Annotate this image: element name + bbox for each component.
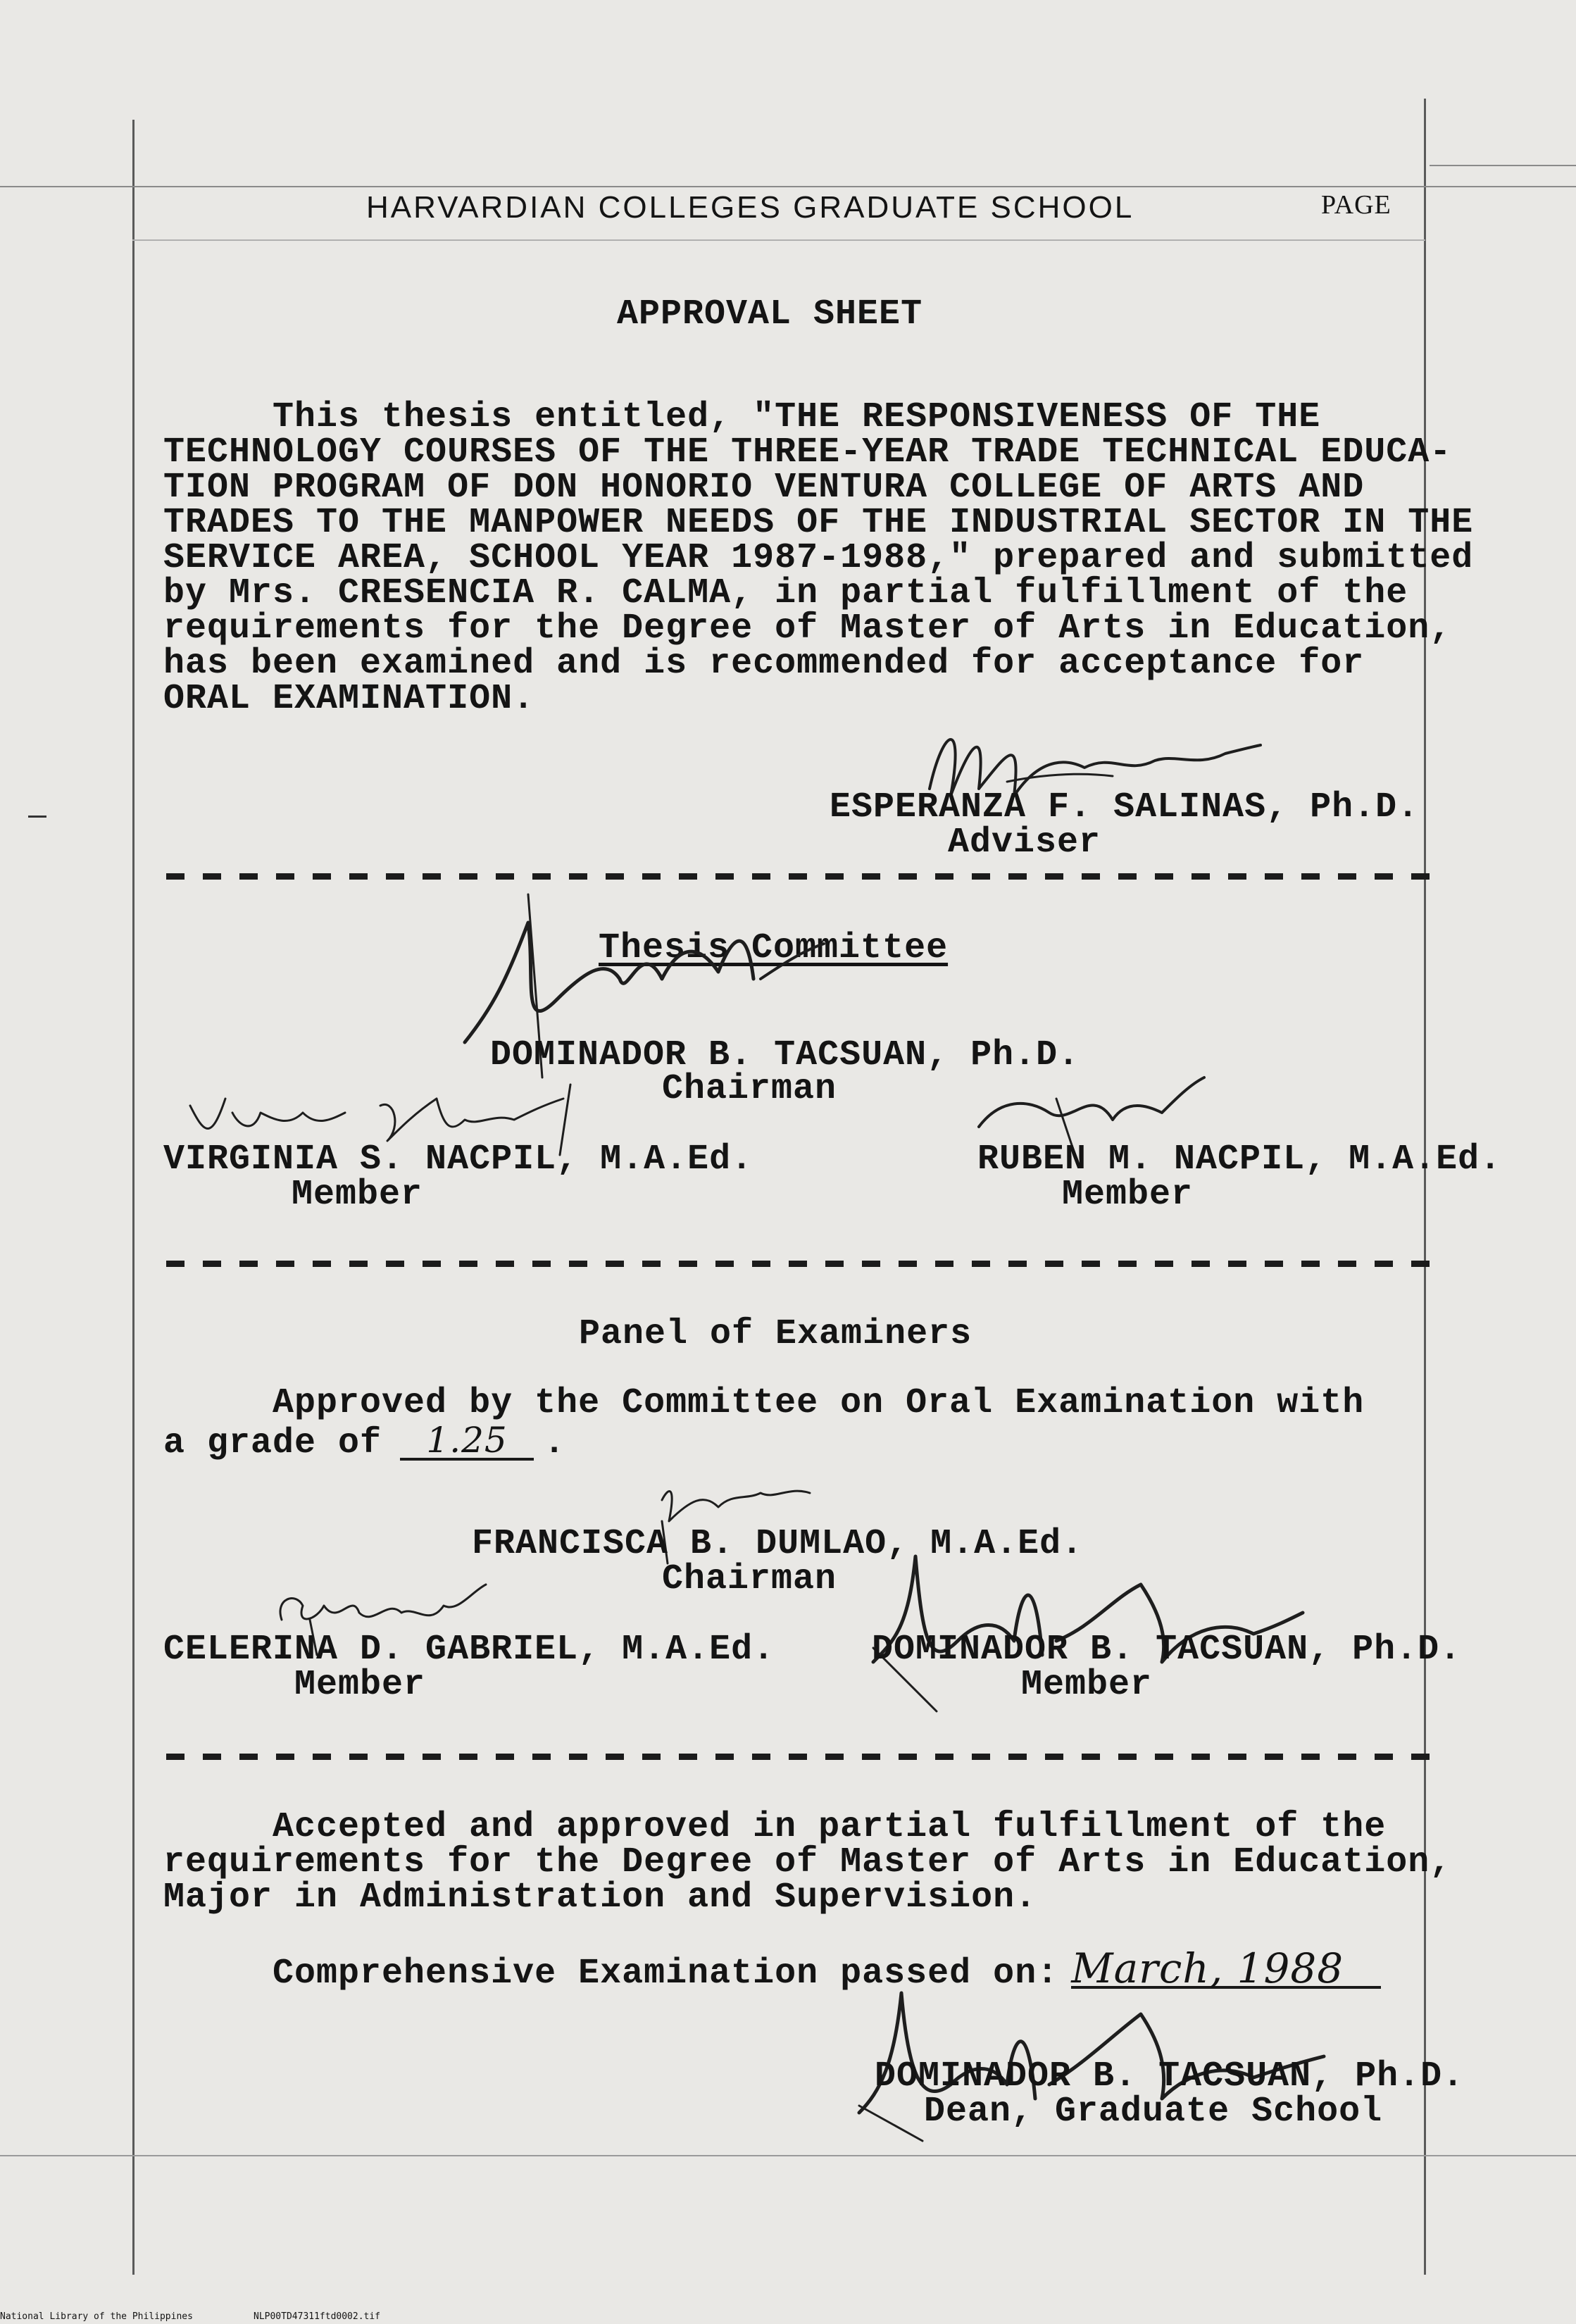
school-header: HARVARDIAN COLLEGES GRADUATE SCHOOL: [366, 190, 1134, 225]
dean-role: Dean, Graduate School: [924, 2092, 1383, 2132]
grade-prefix: a grade of: [163, 1423, 382, 1463]
section-divider: [166, 1754, 1431, 1760]
comprehensive-date: March, 1988: [1071, 1951, 1381, 1989]
panel-chairman-role: Chairman: [662, 1559, 837, 1599]
intro-line: TRADES TO THE MANPOWER NEEDS OF THE INDUSTRIAL SECTOR IN THE: [163, 503, 1474, 543]
intro-paragraph: [163, 397, 1474, 719]
intro-line: requirements for the Degree of Master of Arts in Education,: [163, 608, 1452, 649]
intro-line: This thesis entitled, "THE RESPONSIVENESS OF THE: [163, 397, 1321, 437]
committee-member1-name: VIRGINIA S. NACPIL, M.A.Ed.: [163, 1139, 753, 1180]
grade-line: [163, 1420, 566, 1463]
comprehensive-label: Comprehensive Examination passed on:: [163, 1954, 1059, 1994]
adviser-role: Adviser: [948, 823, 1101, 863]
acceptance-line: Major in Administration and Supervision.: [163, 1878, 1037, 1918]
acceptance-line: Accepted and approved in partial fulfillment of the: [163, 1807, 1387, 1847]
committee-member2-name: RUBEN M. NACPIL, M.A.Ed.: [977, 1139, 1502, 1180]
intro-line: TION PROGRAM OF DON HONORIO VENTURA COLLEGE OF ARTS AND: [163, 468, 1365, 508]
adviser-name: ESPERANZA F. SALINAS, Ph.D.: [830, 787, 1420, 827]
right-rule-top: [1430, 165, 1576, 166]
page-label: PAGE: [1321, 190, 1391, 220]
panel-member1-role: Member: [294, 1665, 426, 1705]
section-divider: [166, 873, 1431, 880]
grade-value-blank: 1.25: [400, 1423, 534, 1461]
committee-member1-role: Member: [292, 1175, 423, 1215]
library-credit: National Library of the Philippines: [0, 2311, 193, 2322]
committee-chairman-role: Chairman: [662, 1069, 837, 1109]
intro-line: by Mrs. CRESENCIA R. CALMA, in partial fulfillment of the: [163, 573, 1408, 613]
intro-line: ORAL EXAMINATION.: [163, 679, 535, 719]
panel-chairman-name: FRANCISCA B. DUMLAO, M.A.Ed.: [472, 1524, 1084, 1564]
acceptance-line: requirements for the Degree of Master of Arts in Education,: [163, 1842, 1452, 1882]
grade-suffix: .: [544, 1423, 566, 1463]
intro-line: TECHNOLOGY COURSES OF THE THREE-YEAR TRADE TECHNICAL EDUCA-: [163, 432, 1452, 473]
committee-chairman-name: DOMINADOR B. TACSUAN, Ph.D.: [490, 1035, 1080, 1075]
left-margin-line: [132, 120, 135, 2275]
panel-member1-name: CELERINA D. GABRIEL, M.A.Ed.: [163, 1630, 775, 1670]
panel-heading: Panel of Examiners: [579, 1314, 973, 1354]
margin-tick: [28, 816, 46, 818]
bottom-rule: [0, 2155, 1576, 2156]
committee-member2-role: Member: [1062, 1175, 1194, 1215]
panel-approval-line: Approved by the Committee on Oral Examination with: [163, 1383, 1365, 1423]
panel-member2-role: Member: [1021, 1665, 1153, 1705]
header-rule: [132, 239, 1425, 241]
approval-sheet-title: APPROVAL SHEET: [617, 294, 923, 335]
acceptance-paragraph: [163, 1807, 1452, 1918]
intro-line: SERVICE AREA, SCHOOL YEAR 1987-1988," prepared and submitted: [163, 538, 1474, 578]
thesis-committee-heading: Thesis Committee: [599, 928, 949, 968]
dean-name: DOMINADOR B. TACSUAN, Ph.D.: [875, 2056, 1465, 2097]
panel-member2-name: DOMINADOR B. TACSUAN, Ph.D.: [872, 1630, 1462, 1670]
section-divider: [166, 1261, 1431, 1267]
file-id: NLP00TD47311ftd0002.tif: [254, 2311, 381, 2322]
intro-line: has been examined and is recommended for acceptance for: [163, 644, 1365, 684]
